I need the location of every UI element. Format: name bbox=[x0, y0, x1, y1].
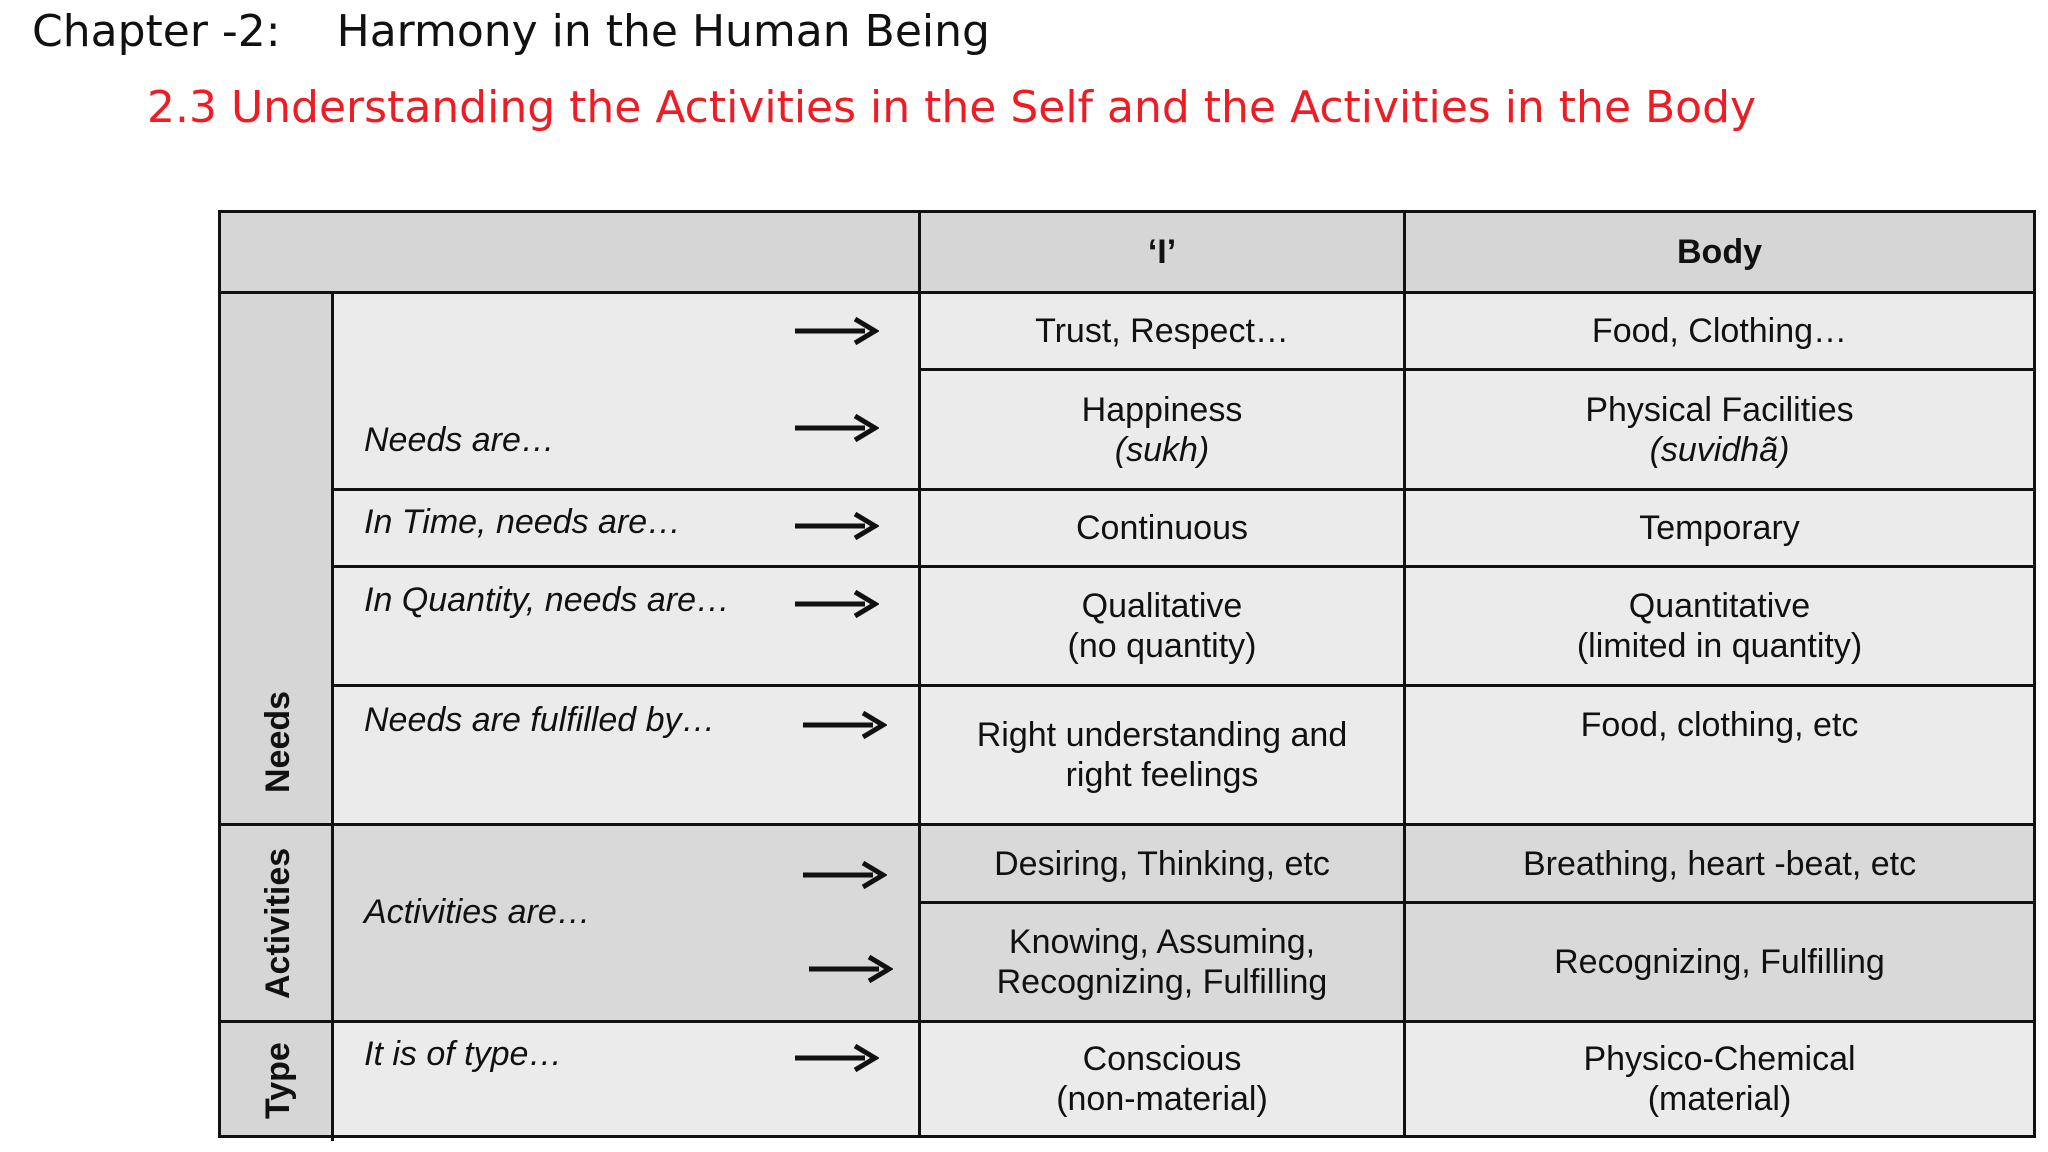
row-label-needs: Needs are… bbox=[364, 421, 555, 459]
right-arrow-icon bbox=[803, 860, 887, 890]
body-cell-activities-2: Recognizing, Fulfilling bbox=[1403, 901, 2033, 1020]
right-arrow-icon bbox=[795, 1043, 879, 1073]
header-self: ‘I’ bbox=[918, 213, 1403, 291]
right-arrow-icon bbox=[803, 710, 887, 740]
body-cell-time: Temporary bbox=[1403, 488, 2033, 565]
right-arrow-icon bbox=[809, 954, 893, 984]
self-cell-activities-1: Desiring, Thinking, etc bbox=[918, 823, 1403, 901]
row-label-time: In Time, needs are… bbox=[364, 503, 682, 541]
body-cell-fulfilled: Food, clothing, etc bbox=[1403, 684, 2033, 823]
group-label-type: Type bbox=[259, 1042, 297, 1119]
chapter-title: Harmony in the Human Being bbox=[336, 6, 990, 57]
group-label-activities: Activities bbox=[259, 847, 297, 999]
chapter-heading bbox=[32, 6, 990, 57]
comparison-table bbox=[218, 210, 2036, 1138]
row-label-activities: Activities are… bbox=[364, 893, 591, 931]
right-arrow-icon bbox=[795, 316, 879, 346]
row-label-quantity: In Quantity, needs are… bbox=[364, 581, 731, 619]
header-body: Body bbox=[1403, 213, 2033, 291]
self-cell-time: Continuous bbox=[918, 488, 1403, 565]
header-blank-cell bbox=[221, 213, 918, 291]
self-cell-fulfilled: Right understanding and right feelings bbox=[918, 684, 1403, 823]
self-cell-type: Conscious (non-material) bbox=[918, 1020, 1403, 1135]
body-cell-quantity: Quantitative (limited in quantity) bbox=[1403, 565, 2033, 684]
body-cell-type: Physico-Chemical (material) bbox=[1403, 1020, 2033, 1135]
self-cell-needs-1: Trust, Respect… bbox=[918, 291, 1403, 368]
chapter-number: Chapter -2: bbox=[32, 6, 281, 57]
row-label-fulfilled: Needs are fulfilled by… bbox=[364, 701, 716, 739]
body-cell-activities-1: Breathing, heart -beat, etc bbox=[1403, 823, 2033, 901]
right-arrow-icon bbox=[795, 413, 879, 443]
self-cell-quantity: Qualitative (no quantity) bbox=[918, 565, 1403, 684]
row-label-type: It is of type… bbox=[364, 1035, 563, 1073]
right-arrow-icon bbox=[795, 589, 879, 619]
body-cell-needs-1: Food, Clothing… bbox=[1403, 291, 2033, 368]
group-label-needs: Needs bbox=[259, 690, 297, 793]
section-title: 2.3 Understanding the Activities in the Self and the Activities in the Body bbox=[147, 82, 1757, 133]
self-cell-activities-2: Knowing, Assuming, Recognizing, Fulfilling bbox=[918, 901, 1403, 1020]
right-arrow-icon bbox=[795, 511, 879, 541]
self-cell-needs-2: Happiness (sukh) bbox=[918, 368, 1403, 488]
body-cell-needs-2: Physical Facilities (suvidhã) bbox=[1403, 368, 2033, 488]
